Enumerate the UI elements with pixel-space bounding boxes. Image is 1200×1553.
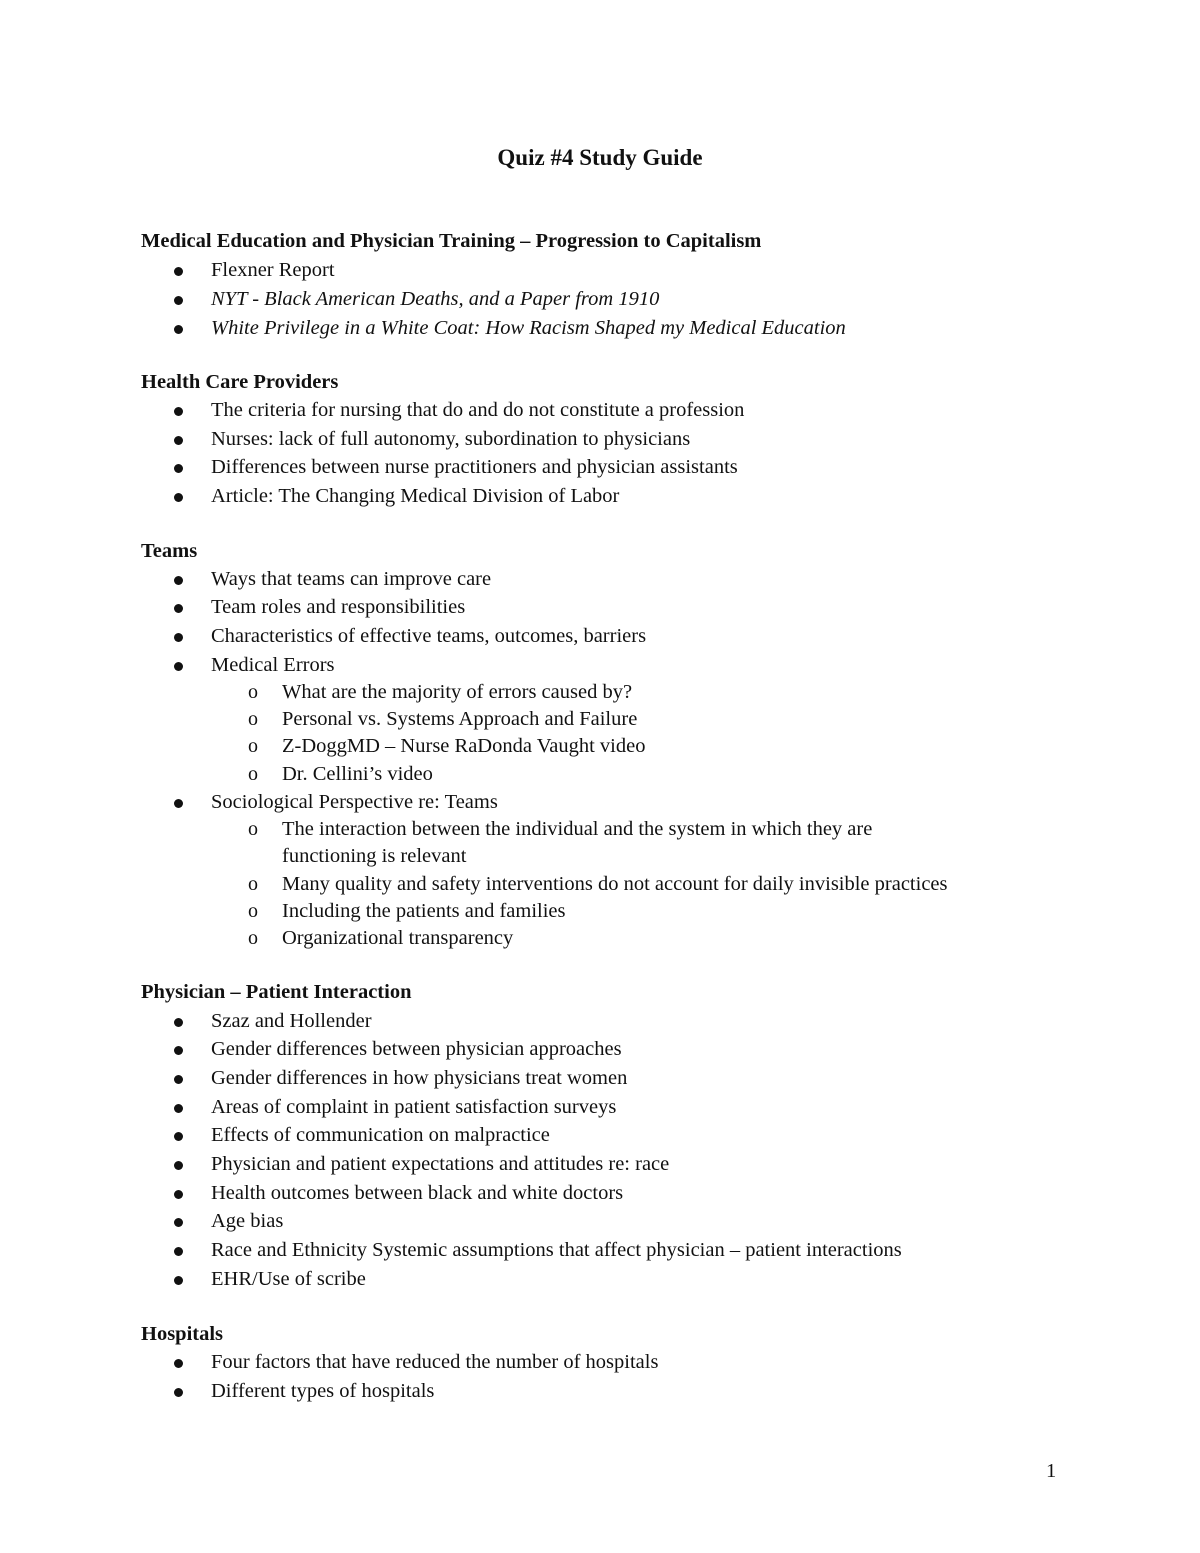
section-heading-health-care-providers: Health Care Providers xyxy=(141,371,339,393)
bullet-icon xyxy=(174,604,183,613)
list-item: Different types of hospitals xyxy=(211,1380,435,1402)
list-item: White Privilege in a White Coat: How Racism Shaped my Medical Education xyxy=(211,317,846,339)
list-item: Areas of complaint in patient satisfaction surveys xyxy=(211,1096,617,1118)
sub-bullet-icon: o xyxy=(248,900,258,922)
bullet-icon xyxy=(174,493,183,502)
bullet-icon xyxy=(174,1046,183,1055)
list-item: EHR/Use of scribe xyxy=(211,1268,366,1290)
bullet-icon xyxy=(174,267,183,276)
sub-list-item: Many quality and safety interventions do not account for daily invisible practices xyxy=(282,873,948,895)
list-item: The criteria for nursing that do and do not constitute a profession xyxy=(211,399,745,421)
list-item: Team roles and responsibilities xyxy=(211,596,466,618)
bullet-icon xyxy=(174,1247,183,1256)
list-item: Characteristics of effective teams, outcomes, barriers xyxy=(211,625,647,647)
list-item: Physician and patient expectations and attitudes re: race xyxy=(211,1153,670,1175)
bullet-icon xyxy=(174,1388,183,1397)
bullet-icon xyxy=(174,1218,183,1227)
list-item: Effects of communication on malpractice xyxy=(211,1124,550,1146)
sub-list-item: Organizational transparency xyxy=(282,927,514,949)
bullet-icon xyxy=(174,1075,183,1084)
list-item: Article: The Changing Medical Division of Labor xyxy=(211,485,620,507)
bullet-icon xyxy=(174,1161,183,1170)
bullet-icon xyxy=(174,407,183,416)
sub-list-item: Dr. Cellini’s video xyxy=(282,763,433,785)
section-heading-teams: Teams xyxy=(141,540,198,562)
list-item: Flexner Report xyxy=(211,259,335,281)
sub-list-item-continuation: functioning is relevant xyxy=(282,845,467,867)
list-item: Medical Errors xyxy=(211,654,335,676)
list-item: Nurses: lack of full autonomy, subordination to physicians xyxy=(211,428,691,450)
bullet-icon xyxy=(174,464,183,473)
section-heading-medical-education: Medical Education and Physician Training – Progression to Capitalism xyxy=(141,230,762,252)
sub-list-item: The interaction between the individual and the system in which they are xyxy=(282,818,873,840)
list-item: Gender differences in how physicians treat women xyxy=(211,1067,628,1089)
sub-bullet-icon: o xyxy=(248,763,258,785)
bullet-icon xyxy=(174,1359,183,1368)
list-item: Differences between nurse practitioners and physician assistants xyxy=(211,456,738,478)
bullet-icon xyxy=(174,436,183,445)
bullet-icon xyxy=(174,296,183,305)
bullet-icon xyxy=(174,633,183,642)
bullet-icon xyxy=(174,799,183,808)
list-item: Age bias xyxy=(211,1210,284,1232)
bullet-icon xyxy=(174,576,183,585)
sub-bullet-icon: o xyxy=(248,681,258,703)
list-item: NYT - Black American Deaths, and a Paper from 1910 xyxy=(211,288,660,310)
list-item: Sociological Perspective re: Teams xyxy=(211,791,498,813)
bullet-icon xyxy=(174,325,183,334)
bullet-icon xyxy=(174,1276,183,1285)
list-item: Race and Ethnicity Systemic assumptions that affect physician – patient interactions xyxy=(211,1239,902,1261)
bullet-icon xyxy=(174,1104,183,1113)
sub-list-item: Including the patients and families xyxy=(282,900,566,922)
bullet-icon xyxy=(174,1132,183,1141)
sub-bullet-icon: o xyxy=(248,818,258,840)
sub-bullet-icon: o xyxy=(248,708,258,730)
list-item: Health outcomes between black and white doctors xyxy=(211,1182,624,1204)
sub-bullet-icon: o xyxy=(248,927,258,949)
section-heading-physician-patient-interaction: Physician – Patient Interaction xyxy=(141,981,412,1003)
list-item: Ways that teams can improve care xyxy=(211,568,492,590)
sub-bullet-icon: o xyxy=(248,873,258,895)
bullet-icon xyxy=(174,1190,183,1199)
section-heading-hospitals: Hospitals xyxy=(141,1323,224,1345)
page-title: Quiz #4 Study Guide xyxy=(497,145,703,170)
list-item: Szaz and Hollender xyxy=(211,1010,372,1032)
sub-bullet-icon: o xyxy=(248,735,258,757)
sub-list-item: Z-DoggMD – Nurse RaDonda Vaught video xyxy=(282,735,646,757)
list-item: Gender differences between physician approaches xyxy=(211,1038,622,1060)
list-item: Four factors that have reduced the number of hospitals xyxy=(211,1351,659,1373)
sub-list-item: What are the majority of errors caused by? xyxy=(282,681,633,703)
bullet-icon xyxy=(174,1018,183,1027)
page-number: 1 xyxy=(1046,1460,1057,1482)
bullet-icon xyxy=(174,662,183,671)
sub-list-item: Personal vs. Systems Approach and Failure xyxy=(282,708,638,730)
